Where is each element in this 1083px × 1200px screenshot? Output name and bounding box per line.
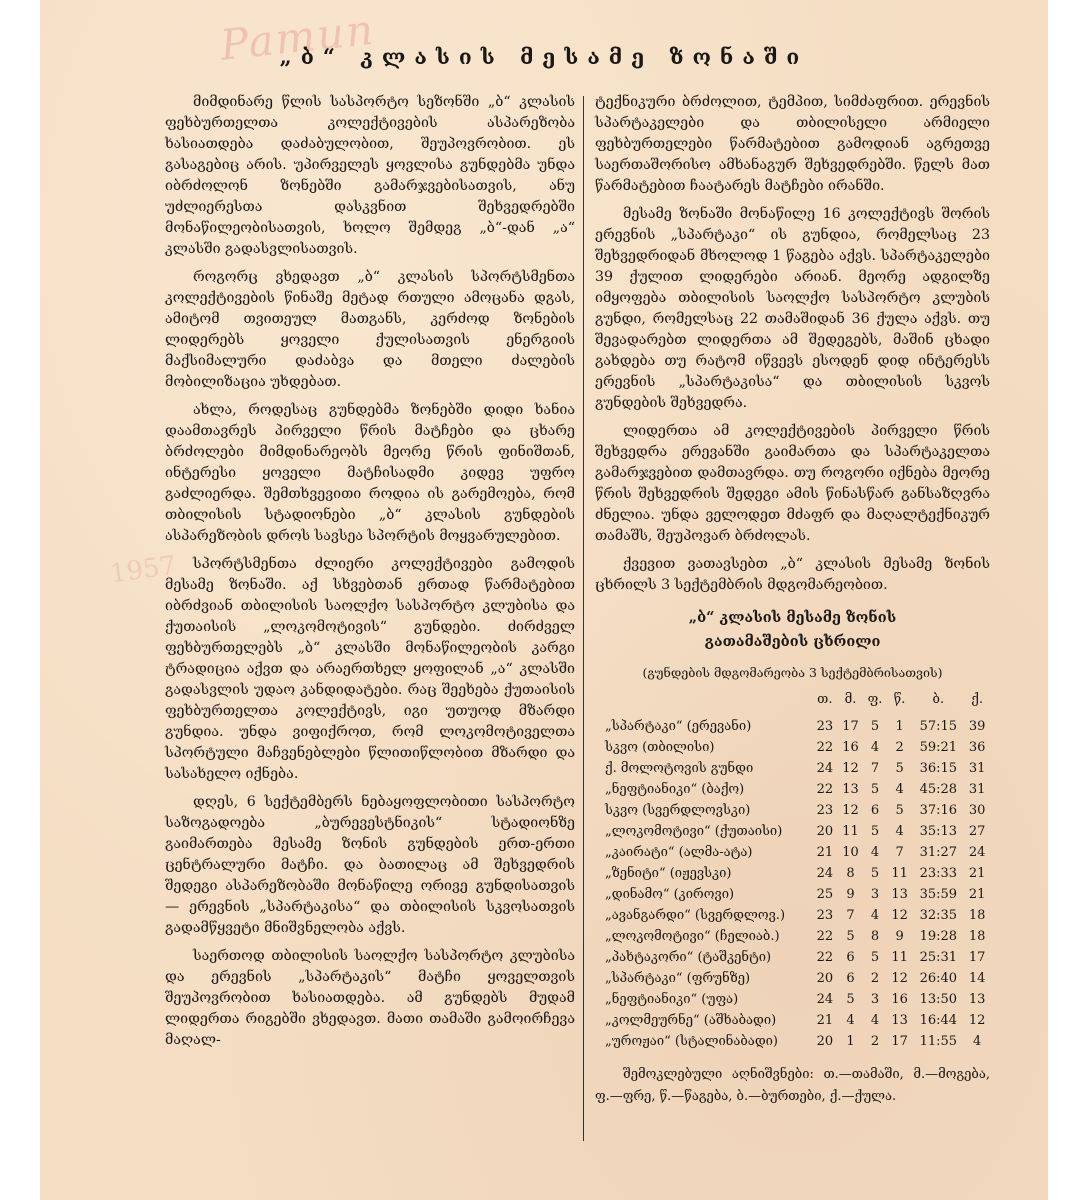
stat-cell: 20 [816,824,834,839]
stat-cell: 19:28 [919,929,958,944]
stat-cell: 13 [891,1013,908,1028]
paragraph: ლიდერთა ამ კოლექტივების პირველი წრის შეხვედრა ერევანში გაიმართა და სპარტაკელთა გამარჯვებით დამთავრდა. თუ როგორი იქნება მეორე წრის შეხვედრის შედეგი ამის წინასწარ განსაზღვრა ძნელია. უნდა ველოდეთ მძაფრ და მაღალტექნიკურ თამაშს, შეუპოვარ ბრძოლას. [595,423,990,544]
table-row [595,863,990,884]
header-cell: ფ. [867,692,883,707]
stat-cell: 36 [968,740,986,755]
table-row [595,716,990,737]
stat-cell: 21 [968,887,986,902]
stat-cell: 25:31 [919,950,958,965]
stat-cell: 9 [846,887,855,902]
table-row [595,947,990,968]
stat-cell: 4 [895,824,904,839]
stat-cell: 17 [968,950,986,965]
table-legend: შემოკლებული აღნიშვნები: თ.—თამაში, მ.—მოგება, ფ.—ფრე, წ.—წაგება, ბ.—ბურთები, ქ.—ქულა. [595,1067,990,1104]
stat-cell: 1 [895,719,904,734]
stat-cell: 21 [816,1013,834,1028]
paragraph: მესამე ზონაში მონაწილე 16 კოლექტივს შორის ერევნის „სპარტაკი“ ის გუნდია, რომელსაც 23 შეხვედრიდან მხოლოდ 1 წაგება აქვს. სპარტაკელები 39 ქულით ლიდერები არიან. მეორე ადგილზე იმყოფება თბილისის საოლქო სასპორტო კლუბის გუნდი, რომელსაც 22 თამაშიდან 36 ქულა აქვს. თუ შევადარებთ ლიდერთა ამ შედეგებს, მაშინ ცხადი გახდება თუ რატომ იწვევს ესოდენ დიდ ინტერესს ერევნის „სპარტაკისა“ და თბილისის სკვოს გუნდების შეხვედრა. [595,206,990,411]
stat-cell: 4 [870,1013,880,1028]
team-name-cell: „სპარტაკი“ (ერევანი) [605,719,752,734]
stat-cell: 22 [816,929,834,944]
team-name-cell: „სპარტაკი“ (ფრუნზე) [605,971,751,986]
stat-cell: 13:50 [919,992,958,1007]
table-title-line: გათამაშების ცხრილი [704,633,881,650]
stat-cell: 35:13 [919,824,958,839]
stat-cell: 16 [842,740,859,755]
stat-cell: 31 [968,782,986,797]
table-subtitle: (გუნდების მდგომარეობა 3 სექტემბრისათვის) [642,665,943,680]
team-name-cell: „ლოკომოტივი“ (ჩელიაბ.) [605,929,780,944]
left-column [165,92,575,1058]
stat-cell: 5 [870,719,880,734]
table-row [595,842,990,863]
stat-cell: 6 [846,971,855,986]
stat-cell: 6 [846,950,855,965]
team-name-cell: „კოლმეურნე“ (აშხაბადი) [605,1013,777,1028]
stat-cell: 11:55 [919,1034,958,1049]
stat-cell: 27 [968,824,986,839]
stat-cell: 11 [842,824,859,839]
stat-cell: 12 [842,761,859,776]
stamp-date: 1957 [108,550,178,590]
header-cell: მ. [844,692,857,707]
stat-cell: 3 [870,992,880,1007]
stat-cell: 18 [968,929,986,944]
team-name-cell: „პახტაკორი“ (ტაშკენტი) [605,950,772,965]
stat-cell: 5 [870,866,880,881]
stat-cell: 12 [891,908,908,923]
stat-cell: 10 [842,845,859,860]
team-name-cell: „უროჟაი“ (სტალინაბადი) [605,1034,778,1049]
table-row [595,1010,990,1031]
stat-cell: 24 [968,845,986,860]
team-name-cell: „ზენიტი“ (იჟევსკი) [605,866,732,881]
paragraph: მიმდინარე წლის სასპორტო სეზონში „ბ“ კლასის ფეხბურთელთა კოლექტივების ასპარეზობა ხასიათდება დაძაბულობით, შეუპოვრობით. ეს გასაგებიც არის. უპირველეს ყოვლისა გუნდებმა უნდა იბრძოლონ ზონებში გამარჯვებისათვის, ანუ უძლიერესთა დასკვნით შეხვედრებში მონაწილეობისათვის, ხოლო შემდეგ „ბ“-დან „ა“ კლასში გადასვლისათვის. [165,94,575,257]
stat-cell: 17 [891,1034,908,1049]
stat-cell: 16:44 [919,1013,958,1028]
team-name-cell: „ავანგარდი“ (სვერდლოვ.) [605,908,786,923]
stat-cell: 13 [891,887,908,902]
stat-cell: 7 [846,908,855,923]
stat-cell: 35:59 [919,887,958,902]
paragraph: ახლა, როდესაც გუნდებმა ზონებში დიდი ხანია დაამთავრეს პირველი წრის მატჩები და ცხარე ბრძოლები მიმდინარეობს მეორე წრის ფინიშთან, ინტერესი ყოველი მატჩისადმი კიდევ უფრო გაძლიერდა. შემთხვევითი როდია ის გარემოება, რომ თბილისის სტადიონები „ბ“ კლასის გუნდების ასპარეზობის დროს სავსეა სპორტის მოყვარულებით. [165,402,575,544]
stat-cell: 23 [816,719,834,734]
stat-cell: 12 [968,1013,986,1028]
stat-cell: 17 [842,719,859,734]
stat-cell: 14 [968,971,986,986]
right-column [595,92,990,1108]
stat-cell: 23:33 [919,866,958,881]
stat-cell: 5 [895,803,904,818]
stat-cell: 9 [895,929,904,944]
stat-cell: 12 [842,803,859,818]
table-title-line: „ბ“ კლასის მესამე ზონის [688,609,897,626]
table-row [595,821,990,842]
stat-cell: 4 [972,1034,982,1049]
stat-cell: 22 [816,740,834,755]
paragraph: როგორც ვხედავთ „ბ“ კლასის სპორტსმენთა კოლექტივების წინაშე მეტად რთული ამოცანა დგას, ამიტომ თვითეულ მათგანს, კერძოდ ზონების ლიდერებს ყოველი ქულისათვის ენერგიის მაქსიმალური დაძაბვა და მთელი ძალების მობილიზაცია უხდებათ. [165,269,575,390]
table-row [595,1031,990,1052]
stat-cell: 4 [846,1013,855,1028]
stat-cell: 20 [816,971,834,986]
stat-cell: 24 [816,992,834,1007]
table-row [595,737,990,758]
stat-cell: 23 [816,803,834,818]
paragraph: საერთოდ თბილისის საოლქო სასპორტო კლუბისა და ერევნის „სპარტაკის“ მატჩი ყოველთვის შეუპოვრობით ხასიათდება. ამ გუნდებს მუდამ ლიდერთა რიგებში ვხედავთ. მათი თამაში გამოირჩევა მაღალ- [165,948,575,1048]
team-name-cell: „კაირატი“ (ალმა-ატა) [605,845,753,860]
stat-cell: 24 [816,866,834,881]
stat-cell: 32:35 [919,908,958,923]
team-name-cell: „ლოკომოტივი“ (ქუთაისი) [605,824,783,839]
standings-table [595,689,990,1052]
header-team [595,689,812,716]
stat-cell: 25 [816,887,834,902]
stat-cell: 5 [895,761,904,776]
stat-cell: 5 [870,782,880,797]
stat-cell: 8 [846,866,855,881]
stat-cell: 2 [895,740,904,755]
paragraph: ქვევით ვათავსებთ „ბ“ კლასის მესამე ზონის ცხრილს 3 სექტემბრის მდგომარეობით. [595,556,990,593]
header-cell: თ. [817,692,833,707]
stat-cell: 45:28 [919,782,958,797]
stat-cell: 23 [816,908,834,923]
stat-cell: 7 [870,761,880,776]
team-name-cell: „დინამო“ (კიროვი) [605,887,735,902]
table-row [595,779,990,800]
stat-cell: 2 [870,971,880,986]
table-row [595,968,990,989]
stat-cell: 24 [816,761,834,776]
stat-cell: 2 [870,1034,880,1049]
header-cell: ბ. [932,692,945,707]
stat-cell: 12 [891,971,908,986]
stat-cell: 57:15 [919,719,958,734]
stat-cell: 31:27 [919,845,958,860]
stat-cell: 11 [891,950,908,965]
stat-cell: 18 [968,908,986,923]
table-row [595,905,990,926]
stat-cell: 5 [870,950,880,965]
stat-cell: 1 [846,1034,855,1049]
stat-cell: 21 [816,845,834,860]
stat-cell: 26:40 [919,971,958,986]
stat-cell: 22 [816,782,834,797]
stat-cell: 5 [846,992,855,1007]
column-divider [583,96,584,1141]
header-cell: ქ. [971,692,983,707]
stat-cell: 7 [895,845,904,860]
table-row [595,758,990,779]
team-name-cell: „ნეფტიანიკი“ (ბაქო) [605,782,745,797]
stat-cell: 4 [870,845,880,860]
team-name-cell: სკვო (თბილისი) [605,740,715,755]
stat-cell: 4 [870,908,880,923]
team-name-cell: „ნეფტიანიკი“ (უფა) [605,992,739,1007]
stat-cell: 59:21 [919,740,958,755]
stat-cell: 22 [816,950,834,965]
ink-stamp: Pamun [217,4,378,70]
stat-cell: 6 [870,803,880,818]
paragraph: დღეს, 6 სექტემბერს ნებაყოფლობითი სასპორტო საზოგადოება „ბურევესტნიკის“ სტადიონზე გაიმართება მესამე ზონის გუნდების ერთ-ერთი ცენტრალური მატჩი. და ბათილაც ამ შეხვედრის შედეგი ასპარეზობაში მონაწილე ორივე გუნდისათვის — ერევნის „სპარტაკისა“ და თბილისის სკვოსათვის გადამწყვეტი მნიშვნელობა აქვს. [165,794,575,936]
stat-cell: 13 [842,782,859,797]
stat-cell: 11 [891,866,908,881]
paragraph: ტექნიკური ბრძოლით, ტემპით, სიმძაფრით. ერევნის სპარტაკელები და თბილისელი არმიელი ფეხბურთელები წარმატებით გამოდიან აგრეთვე საერთაშორისო ამხანაგურ შეხვედრებში. წელს მათ წარმატებით ჩაატარეს მატჩები ირანში. [595,94,990,194]
stat-cell: 5 [846,929,855,944]
stat-cell: 39 [968,719,986,734]
table-row [595,800,990,821]
header-cell: წ. [893,692,906,707]
stat-cell: 13 [968,992,986,1007]
team-name-cell: სკვო (სვერდლოვსკი) [605,803,751,818]
paragraph: სპორტსმენთა ძლიერი კოლექტივები გამოდის მესამე ზონაში. აქ სხვებთან ერთად წარმატებით იბრძვიან თბილისის საოლქო სასპორტო კლუბისა და ქუთაისის „ლოკომოტივის“ გუნდები. ძირძველ ფეხბურთელებს „ბ“ კლასში მონაწილეობის კარგი ტრადიცია აქვთ და არაერთხელ ყოფილან „ა“ კლასში გადასვლის უდაო კანდიდატები. რაც შეეხება ქუთაისის ფეხბურთელთა კოლექტივს, იგი უთუოდ მზარდი გუნდია. უნდა ვიფიქროთ, რომ ლოკომოტიველთა სპორტული მაჩვენებლები წლითიწლობით მზარდი და სასახელო იქნება. [165,556,575,782]
table-row [595,884,990,905]
stat-cell: 20 [816,1034,834,1049]
article-title: „ბ“ კლასის მესამე ზონაში [279,44,809,69]
team-name-cell: ქ. მოლოტოვის გუნდი [605,761,754,776]
table-header-row [595,689,990,716]
stat-cell: 8 [870,929,880,944]
stat-cell: 31 [968,761,986,776]
table-row [595,989,990,1010]
stat-cell: 30 [968,803,986,818]
stat-cell: 4 [895,782,904,797]
stat-cell: 4 [870,740,880,755]
table-row [595,926,990,947]
stat-cell: 5 [870,824,880,839]
stat-cell: 21 [968,866,986,881]
newspaper-page [40,0,1048,1200]
table-title [595,606,990,654]
stat-cell: 16 [891,992,908,1007]
stat-cell: 36:15 [919,761,958,776]
stat-cell: 37:16 [919,803,958,818]
stat-cell: 3 [870,887,880,902]
